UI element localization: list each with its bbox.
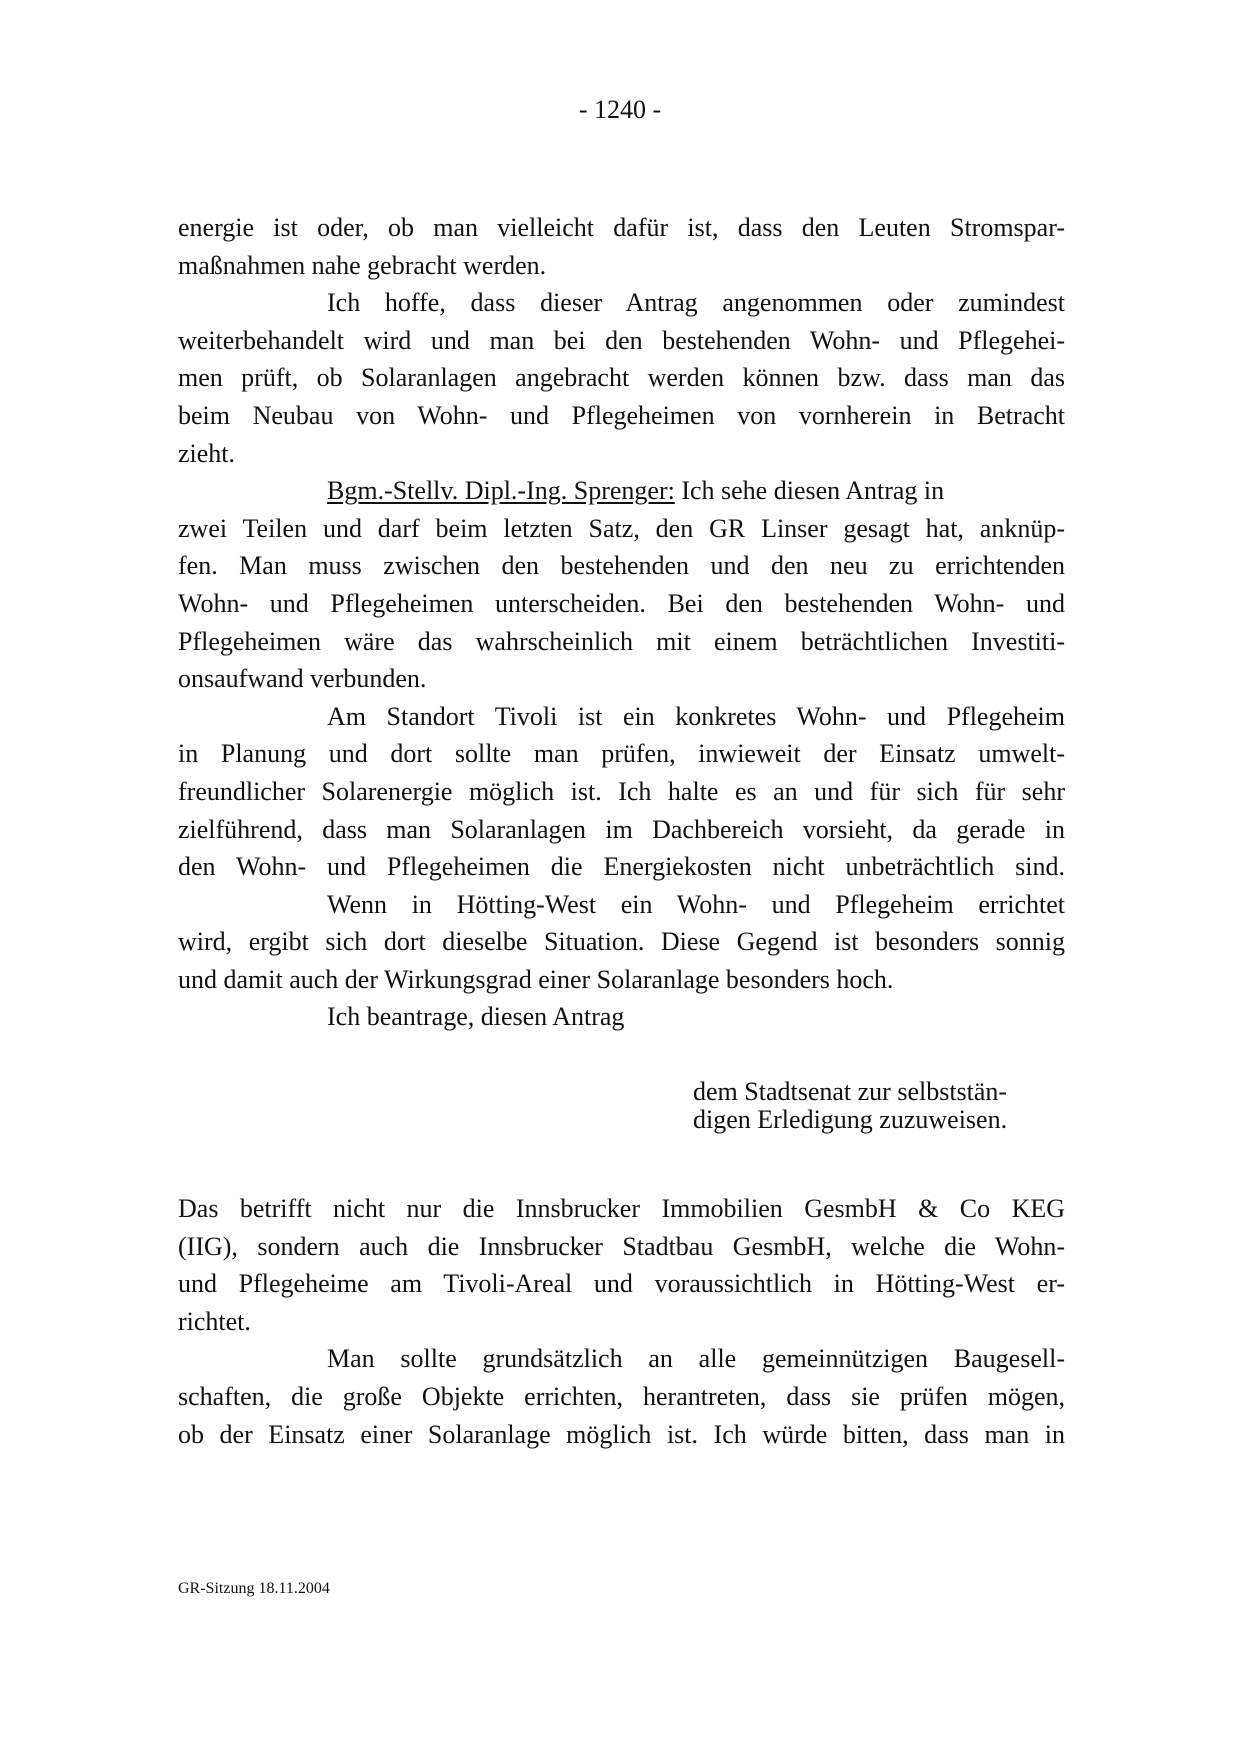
text-line: weiterbehandelt wird und man bei den bestehenden Wohn- und Pflegehei-	[178, 325, 1065, 355]
text-line: und Pflegeheime am Tivoli-Areal und voraussichtlich in Hötting-West er-	[178, 1269, 1065, 1299]
text-line: und damit auch der Wirkungsgrad einer Solaranlage besonders hoch.	[178, 964, 894, 994]
page-number: - 1240 -	[578, 95, 662, 124]
text-line: Man sollte grundsätzlich an alle gemeinnützigen Baugesell-	[327, 1344, 1065, 1374]
motion-line: digen Erledigung zuzuweisen.	[693, 1105, 1008, 1134]
speaker-name: Bgm.-Stellv. Dipl.-Ing. Sprenger:	[327, 476, 675, 506]
text-line: beim Neubau von Wohn- und Pflegeheimen von vornherein in Betracht	[178, 400, 1065, 430]
text-line: in Planung und dort sollte man prüfen, inwieweit der Einsatz umwelt-	[178, 739, 1065, 769]
text-line: Am Standort Tivoli ist ein konkretes Wohn- und Pflegeheim	[327, 701, 1065, 731]
text-line: Ich hoffe, dass dieser Antrag angenommen oder zumindest	[327, 288, 1065, 318]
footer-session-date: GR-Sitzung 18.11.2004	[178, 1580, 330, 1597]
speaker-statement: Ich sehe diesen Antrag in	[674, 476, 945, 506]
text-line: energie ist oder, ob man vielleicht dafür ist, dass den Leuten Stromspar-	[178, 213, 1065, 242]
text-line: den Wohn- und Pflegeheimen die Energiekosten nicht unbeträchtlich sind.	[178, 852, 1065, 882]
text-line: onsaufwand verbunden.	[178, 664, 427, 694]
text-line: wird, ergibt sich dort dieselbe Situation. Diese Gegend ist besonders sonnig	[178, 927, 1065, 957]
text-line: (IIG), sondern auch die Innsbrucker Stadtbau GesmbH, welche die Wohn-	[178, 1231, 1065, 1261]
paragraph-block-3	[178, 1190, 1065, 1453]
text-line: Pflegeheimen wäre das wahrscheinlich mit einem beträchtlichen Investiti-	[178, 626, 1065, 656]
text-line: schaften, die große Objekte errichten, herantreten, dass sie prüfen mögen,	[178, 1381, 1065, 1411]
text-line: Ich beantrage, diesen Antrag	[327, 1002, 625, 1032]
text-line: zieht.	[178, 438, 236, 468]
text-line: zwei Teilen und darf beim letzten Satz, den GR Linser gesagt hat, anknüp-	[178, 513, 1065, 543]
paragraph-block-1	[178, 209, 1065, 1036]
motion-line: dem Stadtsenat zur selbststän-	[693, 1077, 1008, 1106]
text-line: zielführend, dass man Solaranlagen im Dachbereich vorsieht, da gerade in	[178, 814, 1065, 844]
text-line: Wohn- und Pflegeheimen unterscheiden. Bei den bestehenden Wohn- und	[178, 588, 1065, 618]
text-line: richtet.	[178, 1306, 251, 1336]
text-line: fen. Man muss zwischen den bestehenden und den neu zu errichtenden	[178, 551, 1065, 581]
text-line: Das betrifft nicht nur die Innsbrucker Immobilien GesmbH & Co KEG	[178, 1194, 1065, 1223]
text-line: Wenn in Hötting-West ein Wohn- und Pflegeheim errichtet	[327, 889, 1065, 919]
text-line: maßnahmen nahe gebracht werden.	[178, 250, 547, 280]
speaker-line	[178, 472, 1065, 510]
text-line: men prüft, ob Solaranlagen angebracht werden können bzw. dass man das	[178, 363, 1065, 393]
text-line: ob der Einsatz einer Solaranlage möglich ist. Ich würde bitten, dass man in	[178, 1419, 1065, 1449]
text-line: freundlicher Solarenergie möglich ist. Ich halte es an und für sich für sehr	[178, 776, 1065, 806]
motion-text	[693, 1078, 1093, 1134]
